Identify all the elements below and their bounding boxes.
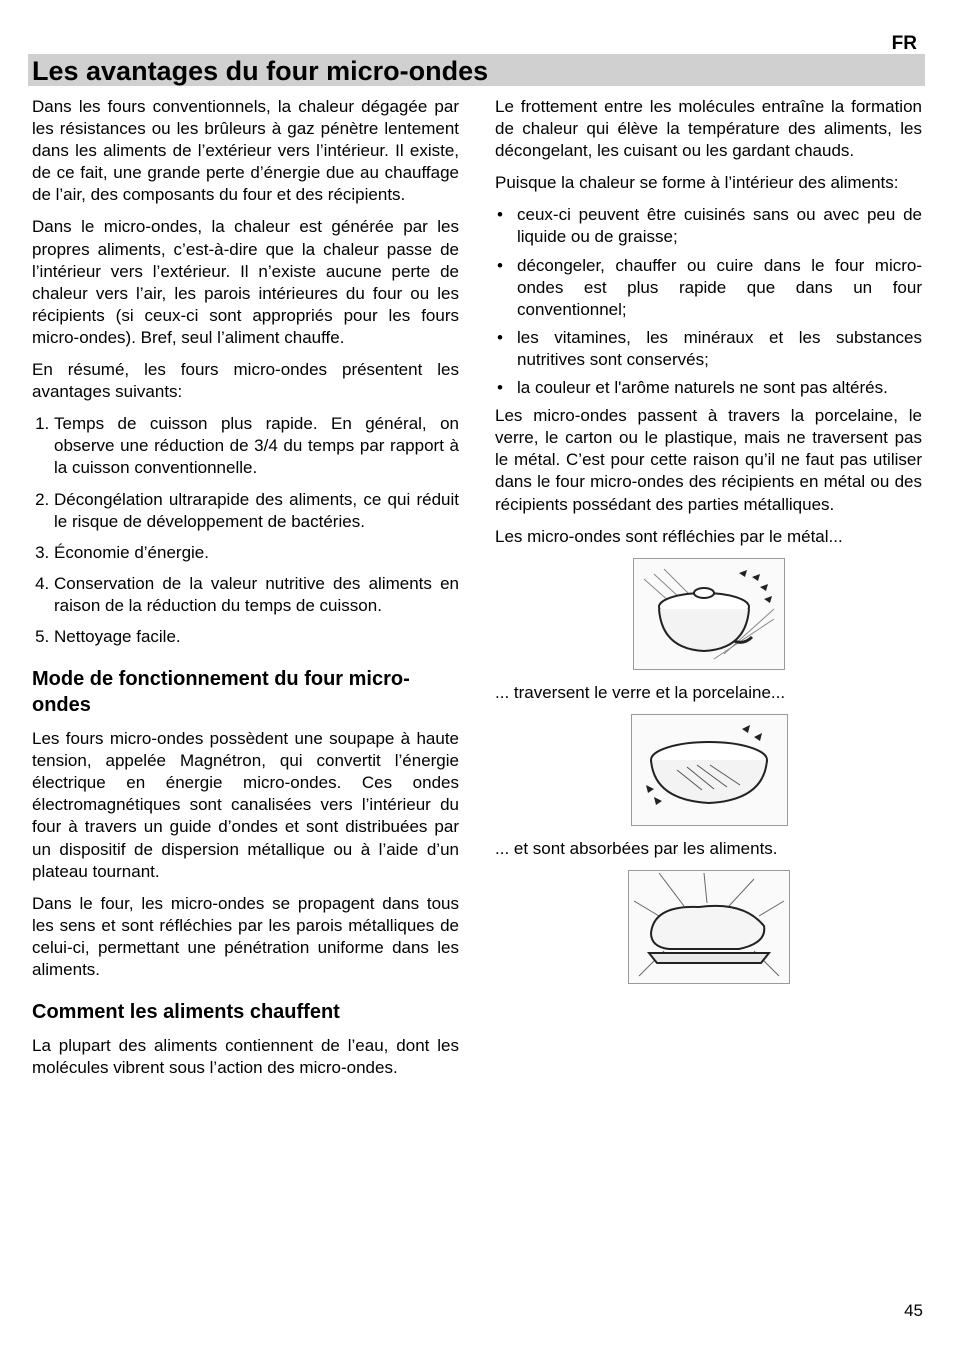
- advantages-list: [32, 413, 459, 648]
- paragraph: Dans le four, les micro-ondes se propagent dans tous les sens et sont réfléchies par les parois métalliques de celui-ci, permettant une pénétration uniforme dans les aliments.: [32, 893, 459, 979]
- page-title: Les avantages du four micro-ondes: [32, 56, 489, 86]
- left-column: [32, 96, 459, 1089]
- list-item: 2. Décongélation ultrarapide des aliments, ce qui réduit le risque de développement de bactéries.: [54, 489, 459, 533]
- benefits-list: [495, 204, 922, 399]
- list-item: 3. Économie d’énergie.: [54, 542, 459, 564]
- list-item: • décongeler, chauffer ou cuire dans le four micro-ondes est plus rapide que dans un four conventionnel;: [517, 255, 922, 321]
- caption-metal: Les micro-ondes sont réfléchies par le métal...: [495, 526, 843, 546]
- right-column: [495, 96, 922, 996]
- paragraph: En résumé, les fours micro-ondes présentent les avantages suivants:: [32, 360, 459, 402]
- paragraph: Le frottement entre les molécules entraîne la formation de chaleur qui élève la température des aliments, les décongelant, les cuisant ou les gardant chauds.: [495, 97, 922, 161]
- paragraph: La plupart des aliments contiennent de l’eau, dont les molécules vibrent sous l’action des micro-ondes.: [32, 1036, 459, 1078]
- list-item: 1. Temps de cuisson plus rapide. En général, on observe une réduction de 3/4 du temps par rapport à la cuisson conventionnelle.: [54, 413, 459, 479]
- caption-food: ... et sont absorbées par les aliments.: [495, 838, 778, 858]
- language-label: FR: [891, 33, 917, 54]
- list-item: • ceux-ci peuvent être cuisinés sans ou avec peu de liquide ou de graisse;: [517, 204, 922, 248]
- list-item: 4. Conservation de la valeur nutritive des aliments en raison de la réduction du temps de cuisson.: [54, 573, 459, 617]
- list-item: • la couleur et l'arôme naturels ne sont pas altérés.: [517, 377, 922, 399]
- metal-pot-illustration: [633, 558, 785, 670]
- roast-chicken-illustration: [628, 870, 790, 984]
- paragraph: Les micro-ondes passent à travers la porcelaine, le verre, le carton ou le plastique, mais ne traversent pas le métal. C’est pour cette raison qu’il ne faut pas utiliser dans le four micro-ondes des récipients en métal ou des récipients possédant des parties métalliques.: [495, 406, 922, 514]
- title-bar: [28, 54, 925, 86]
- paragraph: Puisque la chaleur se forme à l’intérieur des aliments:: [495, 173, 899, 193]
- list-item: • les vitamines, les minéraux et les substances nutritives sont conservés;: [517, 327, 922, 371]
- paragraph: Dans le micro-ondes, la chaleur est générée par les propres aliments, c’est-à-dire que la chaleur passe de l’intérieur vers l’extérieur. Il n’existe aucune perte de chaleur vers l’air, les parois intérieures du four ou les récipients (si ceux-ci sont appropriés pour les fours micro-ondes). Bref, seul l’aliment chauffe.: [32, 217, 459, 347]
- section-heading: Mode de fonctionnement du four micro-ondes: [32, 668, 410, 717]
- section-heading: Comment les aliments chauffent: [32, 1001, 340, 1024]
- caption-glass: ... traversent le verre et la porcelaine...: [495, 682, 786, 702]
- list-item: 5. Nettoyage facile.: [54, 626, 459, 648]
- paragraph: Les fours micro-ondes possèdent une soupape à haute tension, appelée Magnétron, qui convertit l’énergie électrique en énergie micro-ondes. Ces ondes électromagnétiques sont canalisées vers l’intérieur du four à travers un guide d’ondes et sont distribuées par un dispositif de dispersion métallique ou à l’aide d’un plateau tournant.: [32, 729, 459, 881]
- glass-dish-illustration: [631, 714, 788, 826]
- page-number: 45: [904, 1301, 923, 1320]
- paragraph: Dans les fours conventionnels, la chaleur dégagée par les résistances ou les brûleurs à gaz pénètre lentement dans les aliments de l’extérieur vers l’intérieur. Il existe, de ce fait, une grande perte d’énergie due au chauffage de l’air, des composants du four et des récipients.: [32, 97, 459, 205]
